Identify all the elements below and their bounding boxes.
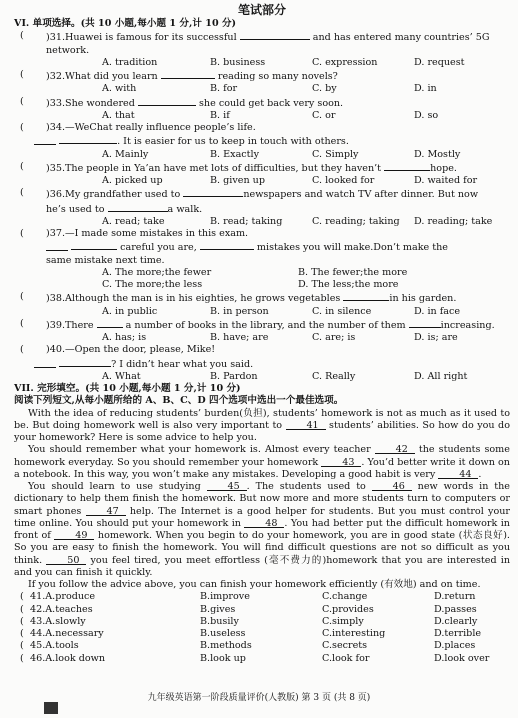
answer-paren: ( <box>20 652 24 664</box>
option-d[interactable]: D. The less;the more <box>298 279 399 290</box>
q39-blank-2[interactable] <box>409 318 441 328</box>
option-b[interactable]: B. for <box>210 83 238 95</box>
option-c[interactable]: C.provides <box>322 603 374 615</box>
answer-paren: ( <box>20 291 24 303</box>
q35-blank[interactable] <box>384 161 430 171</box>
answer-paren: ( <box>20 95 24 107</box>
cloze-blank-43[interactable]: 43 <box>321 457 361 467</box>
q35-text-a: )35.The people in Ya’an have met lots of difficulties, but they haven’t <box>46 162 382 174</box>
option-a[interactable]: A. Mainly <box>102 148 149 160</box>
option-a[interactable]: A. picked up <box>102 175 163 186</box>
q31-text-a: )31.Huawei is famous for its successful <box>46 32 237 44</box>
section-vii-instruction: 阅读下列短文,从每小题所给的 A、B、C、D 四个选项中选出一个最佳选项。 <box>14 395 344 407</box>
option-d[interactable]: D. All right <box>414 370 468 382</box>
q35-text-b: hope. <box>430 162 457 174</box>
option-a[interactable]: A. tradition <box>102 56 158 68</box>
answer-paren: ( <box>20 228 24 239</box>
option-d[interactable]: D.terrible <box>434 628 482 639</box>
option-a[interactable]: A. The more;the fewer <box>102 266 212 278</box>
passage-text: You should learn to use studying <box>28 481 201 492</box>
cloze-blank-42[interactable]: 42 <box>375 444 415 454</box>
answer-paren: ( <box>20 30 24 42</box>
option-d[interactable]: D. is; are <box>414 332 458 343</box>
option-a[interactable]: A. in public <box>102 305 158 317</box>
question-34 <box>14 122 510 134</box>
option-c[interactable]: C.interesting <box>322 628 386 639</box>
cloze-row-44 <box>14 628 510 640</box>
passage-paragraph-2 <box>14 444 510 481</box>
answer-paren: ( <box>20 591 24 603</box>
q39-blank-1[interactable] <box>97 318 123 328</box>
question-37 <box>14 228 510 267</box>
q36-text-a: )36.My grandfather used to <box>46 189 181 201</box>
q39-text-b: a number of books in the library, and the number of them <box>125 319 406 331</box>
answer-paren: ( <box>20 69 24 80</box>
q31-blank[interactable] <box>240 30 310 40</box>
passage-text: You should remember what your homework is. Almost every teacher <box>28 444 371 456</box>
answer-paren: ( <box>20 603 24 615</box>
option-b[interactable]: B.methods <box>200 640 252 652</box>
q34-text-a: )34.—WeChat really influence people’s life. <box>46 122 256 133</box>
answer-paren: ( <box>20 640 24 652</box>
passage-paragraph-4: If you follow the advice above, you can finish your homework efficiently (有效地) and on time. <box>28 579 481 590</box>
answer-paren: ( <box>20 344 24 356</box>
answer-paren: ( <box>20 187 24 199</box>
cloze-blank-41[interactable]: 41 <box>286 420 326 430</box>
option-d[interactable]: D.passes <box>434 603 477 615</box>
q33-blank[interactable] <box>138 96 196 106</box>
option-d[interactable]: D. in <box>414 83 437 95</box>
q32-blank[interactable] <box>161 69 215 79</box>
q38-options <box>14 306 510 318</box>
question-34-reply <box>14 134 510 148</box>
question-33 <box>14 96 510 110</box>
passage-text: . You’d better write it down on a notebook. In this way, you won’t make any mistakes. Developing a good habit is very <box>14 456 510 480</box>
option-c[interactable]: C. or <box>312 109 336 121</box>
option-b[interactable]: B. if <box>210 109 230 121</box>
question-35 <box>14 161 510 175</box>
option-c[interactable]: C. Simply <box>312 148 359 160</box>
option-d[interactable]: D. Mostly <box>414 148 461 160</box>
q40-blank[interactable] <box>59 357 111 367</box>
page-title: 笔试部分 <box>237 3 286 17</box>
q37-text-a: )37.—I made some mistakes in this exam. <box>46 228 249 239</box>
option-b[interactable]: B.gives <box>200 603 236 615</box>
q36-blank-1[interactable] <box>183 187 243 197</box>
option-d[interactable]: D.clearly <box>434 615 478 627</box>
option-c[interactable]: C.simply <box>322 615 364 627</box>
option-d[interactable]: D. so <box>414 109 439 121</box>
option-a[interactable]: 46.A.look down <box>30 652 106 664</box>
q32-text-a: )32.What did you learn <box>46 71 158 82</box>
q39-text-a: )39.There <box>46 319 94 331</box>
option-d[interactable]: D. reading; take <box>414 215 493 227</box>
cloze-blank-49[interactable]: 49 <box>54 530 94 540</box>
option-a[interactable]: A. What <box>102 370 141 382</box>
option-c[interactable]: C.secrets <box>322 640 368 652</box>
option-d[interactable]: D.places <box>434 640 476 652</box>
option-d[interactable]: D. in face <box>414 305 461 317</box>
q37-options-row-1 <box>14 267 510 279</box>
cloze-row-45 <box>14 640 510 652</box>
option-a[interactable]: 45.A.tools <box>30 640 79 652</box>
option-c[interactable]: C. reading; taking <box>312 215 400 227</box>
q31-text-c: network. <box>46 44 90 56</box>
q33-text-b: she could get back very soon. <box>199 97 344 109</box>
passage-text: . The students used to <box>246 481 366 492</box>
q37-text-d: same mistake next time. <box>46 254 165 266</box>
q39-text-c: increasing. <box>440 319 495 331</box>
cloze-row-46 <box>14 653 510 665</box>
passage-text: homework. When you begin to do your homework, you are in good state (状态良好). So you are easy to finish the homework. You will find difficult questions are not so difficult as you think. <box>14 530 510 566</box>
option-a[interactable]: A. has; is <box>102 332 147 343</box>
option-c[interactable]: C.change <box>322 591 368 603</box>
option-b[interactable]: B. given up <box>210 175 266 186</box>
option-c[interactable]: C. by <box>312 83 337 95</box>
q37-blank-2[interactable] <box>200 240 254 250</box>
passage-text: the students some homework everyday. So you should remember your homework <box>14 444 510 468</box>
option-c[interactable]: C. Really <box>312 370 356 382</box>
q36-blank-2[interactable] <box>108 202 168 212</box>
reply-dash <box>34 138 56 145</box>
answer-paren: ( <box>20 615 24 627</box>
cloze-row-43 <box>14 616 510 628</box>
passage-text: With the idea of reducing students’ burden(负担), students’ homework is not as much as it used to be. But doing homework well is also very important to <box>14 407 510 431</box>
q37-text-c: mistakes you will make.Don’t make the <box>256 242 448 254</box>
answer-paren: ( <box>20 317 24 329</box>
reply-dash <box>46 244 68 251</box>
cloze-blank-50[interactable]: 50 <box>46 555 86 565</box>
passage-text: . You had better put the difficult homework in front of <box>14 517 510 541</box>
option-b[interactable]: B. Exactly <box>210 148 259 160</box>
cloze-row-41 <box>14 591 510 603</box>
option-b[interactable]: B. in person <box>210 305 269 317</box>
section-vii-heading: VII. 完形填空。(共 10 小题,每小题 1 分,计 10 分) <box>14 383 241 394</box>
question-31 <box>14 30 510 57</box>
option-a[interactable]: 41.A.produce <box>30 591 96 603</box>
q36-text-c: he’s used to <box>46 203 105 215</box>
q34-options <box>14 149 510 161</box>
section-vi-heading: VI. 单项选择。(共 10 小题,每小题 1 分,计 10 分) <box>14 18 237 29</box>
passage-text: help. The Internet is a good helper for students. But you must control your time online. You should put your homework in <box>14 505 510 529</box>
option-b[interactable]: B. read; taking <box>210 215 283 227</box>
q35-options <box>14 175 510 187</box>
q32-text-b: reading so many novels? <box>217 71 338 82</box>
option-b[interactable]: B. have; are <box>210 332 269 343</box>
option-c[interactable]: C.look for <box>322 652 370 664</box>
cloze-blank-46[interactable]: 46 <box>372 481 412 491</box>
answer-paren: ( <box>20 628 24 639</box>
question-40 <box>14 344 510 356</box>
option-c[interactable]: C. expression <box>312 56 378 68</box>
cloze-blank-47[interactable]: 47 <box>86 506 126 516</box>
question-38 <box>14 291 510 305</box>
q38-text-b: in his garden. <box>389 293 457 305</box>
passage-paragraph-3 <box>14 481 510 579</box>
option-b[interactable]: B.useless <box>200 628 246 639</box>
option-c[interactable]: C. looked for <box>312 175 375 186</box>
passage-text: students’ abilities. So how do you do your homework? Here is some advice to help you. <box>14 419 510 443</box>
q36-options <box>14 216 510 228</box>
q34-text-b: . It is easier for us to keep in touch with others. <box>117 136 349 148</box>
q31-text-b: and has entered many countries’ 5G <box>312 32 490 44</box>
option-c[interactable]: C. are; is <box>312 332 356 343</box>
passage-paragraph-1 <box>14 408 510 445</box>
exam-sheet <box>14 3 510 665</box>
question-39 <box>14 318 510 332</box>
cloze-blank-44[interactable]: 44 <box>438 469 478 479</box>
option-b[interactable]: B.busily <box>200 615 239 627</box>
option-b[interactable]: B.look up <box>200 652 246 664</box>
option-a[interactable]: A. that <box>102 109 135 121</box>
q32-options <box>14 83 510 95</box>
q38-text-a: )38.Although the man is in his eighties, he grows vegetables <box>46 293 341 305</box>
q33-text-a: )33.She wondered <box>46 97 135 109</box>
question-36 <box>14 187 510 216</box>
option-a[interactable]: 44.A.necessary <box>30 628 104 639</box>
option-c[interactable]: C. in silence <box>312 305 372 317</box>
q38-blank[interactable] <box>343 291 389 301</box>
page-footer: 九年级英语第一阶段质量评价(人教版) 第 3 页 (共 8 页) <box>147 693 371 703</box>
cloze-blank-48[interactable]: 48 <box>244 518 284 528</box>
option-a[interactable]: A. with <box>102 83 137 95</box>
cloze-row-42 <box>14 604 510 616</box>
q31-options <box>14 57 510 69</box>
option-a[interactable]: 43.A.slowly <box>30 615 86 627</box>
scan-mark <box>44 702 58 714</box>
option-b[interactable]: B. The fewer;the more <box>298 266 408 278</box>
question-32 <box>14 69 510 83</box>
option-d[interactable]: D. waited for <box>414 175 478 186</box>
q37-text-b: careful you are, <box>120 242 197 254</box>
q37-blank-1[interactable] <box>71 240 117 250</box>
q34-blank[interactable] <box>59 134 117 144</box>
q40-text-a: )40.—Open the door, please, Mike! <box>46 344 216 356</box>
q36-text-b: newspapers and watch TV after dinner. But now <box>243 189 479 201</box>
q36-text-d: a walk. <box>167 203 203 215</box>
answer-paren: ( <box>20 122 24 133</box>
q37-options-row-2 <box>14 279 510 291</box>
cloze-blank-45[interactable]: 45 <box>207 481 247 491</box>
question-40-reply <box>14 357 510 371</box>
q39-options <box>14 332 510 344</box>
reply-dash <box>34 361 56 368</box>
option-b[interactable]: B. Pardon <box>210 370 258 382</box>
option-b[interactable]: B. business <box>210 56 266 68</box>
q40-text-b: ? I didn’t hear what you said. <box>111 358 254 370</box>
passage-text: new words in the dictionary to help them finish the homework. But now more and more students turn to computers or smart phones <box>14 481 510 517</box>
option-a[interactable]: A. read; take <box>102 215 165 227</box>
option-d[interactable]: D. request <box>414 56 465 68</box>
passage-text: . <box>478 468 482 480</box>
passage-text: you feel tired, you meet effortless (毫不费力的)homework that you are interested in and you can finish it quickly. <box>14 554 511 578</box>
option-c[interactable]: C. The more;the less <box>102 279 203 290</box>
option-d[interactable]: D.look over <box>434 652 490 664</box>
q40-options <box>14 371 510 383</box>
answer-paren: ( <box>20 160 24 172</box>
option-d[interactable]: D.return <box>434 591 476 603</box>
q33-options <box>14 110 510 122</box>
option-a[interactable]: 42.A.teaches <box>30 603 93 615</box>
option-b[interactable]: B.improve <box>200 591 250 603</box>
